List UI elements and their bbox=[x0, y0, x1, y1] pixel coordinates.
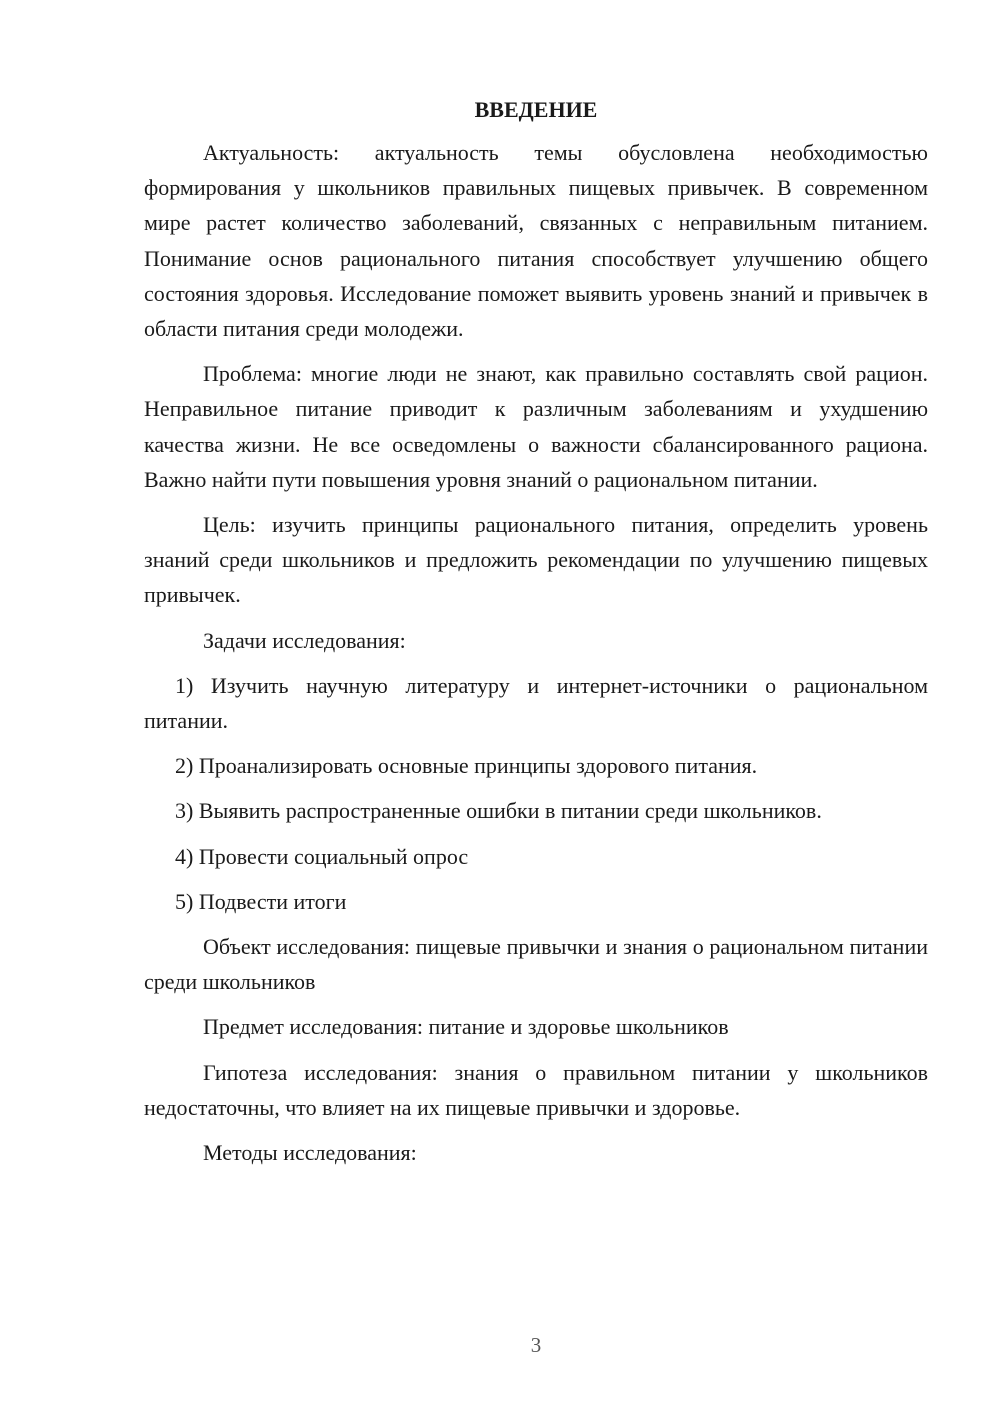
task-item-1: 1) Изучить научную литературу и интернет-источники о рациональном питании. bbox=[144, 672, 928, 734]
task-item-3: 3) Выявить распространенные ошибки в питании среди школьников. bbox=[175, 798, 822, 824]
methods-title: Методы исследования: bbox=[203, 1140, 417, 1166]
paragraph-relevance: Актуальность: актуальность темы обусловлена необходимостью формирования у школьников правильных пищевых привычек. В современном мире растет количество заболеваний, связанных с неправильным питанием. Понимание основ рационального питания способствует улучшению общего состояния здоровья. Исследование поможет выявить уровень знаний и привычек в области питания среди молодежи. bbox=[144, 140, 928, 342]
tasks-title: Задачи исследования: bbox=[203, 627, 406, 653]
task-item-2: 2) Проанализировать основные принципы здорового питания. bbox=[175, 753, 758, 779]
section-heading: ВВЕДЕНИЕ bbox=[474, 97, 598, 122]
page-number: 3 bbox=[530, 1333, 542, 1357]
paragraph-problem: Проблема: многие люди не знают, как правильно составлять свой рацион. Неправильное питание приводит к различным заболеваниям и ухудшению качества жизни. Не все осведомлены о важности сбалансированного рациона. Важно найти пути повышения уровня знаний о рациональном питании. bbox=[144, 361, 928, 492]
task-item-5: 5) Подвести итоги bbox=[175, 888, 347, 914]
paragraph-goal: Цель: изучить принципы рационального питания, определить уровень знаний среди школьников и предложить рекомендации по улучшению пищевых привычек. bbox=[144, 512, 928, 608]
paragraph-hypothesis: Гипотеза исследования: знания о правильном питании у школьников недостаточны, что влияет на их пищевые привычки и здоровье. bbox=[144, 1059, 928, 1120]
task-item-4: 4) Провести социальный опрос bbox=[175, 843, 469, 869]
document-page bbox=[144, 92, 928, 1170]
paragraph-subject: Предмет исследования: питание и здоровье школьников bbox=[203, 1014, 729, 1040]
paragraph-object: Объект исследования: пищевые привычки и знания о рациональном питании среди школьников bbox=[144, 934, 928, 995]
